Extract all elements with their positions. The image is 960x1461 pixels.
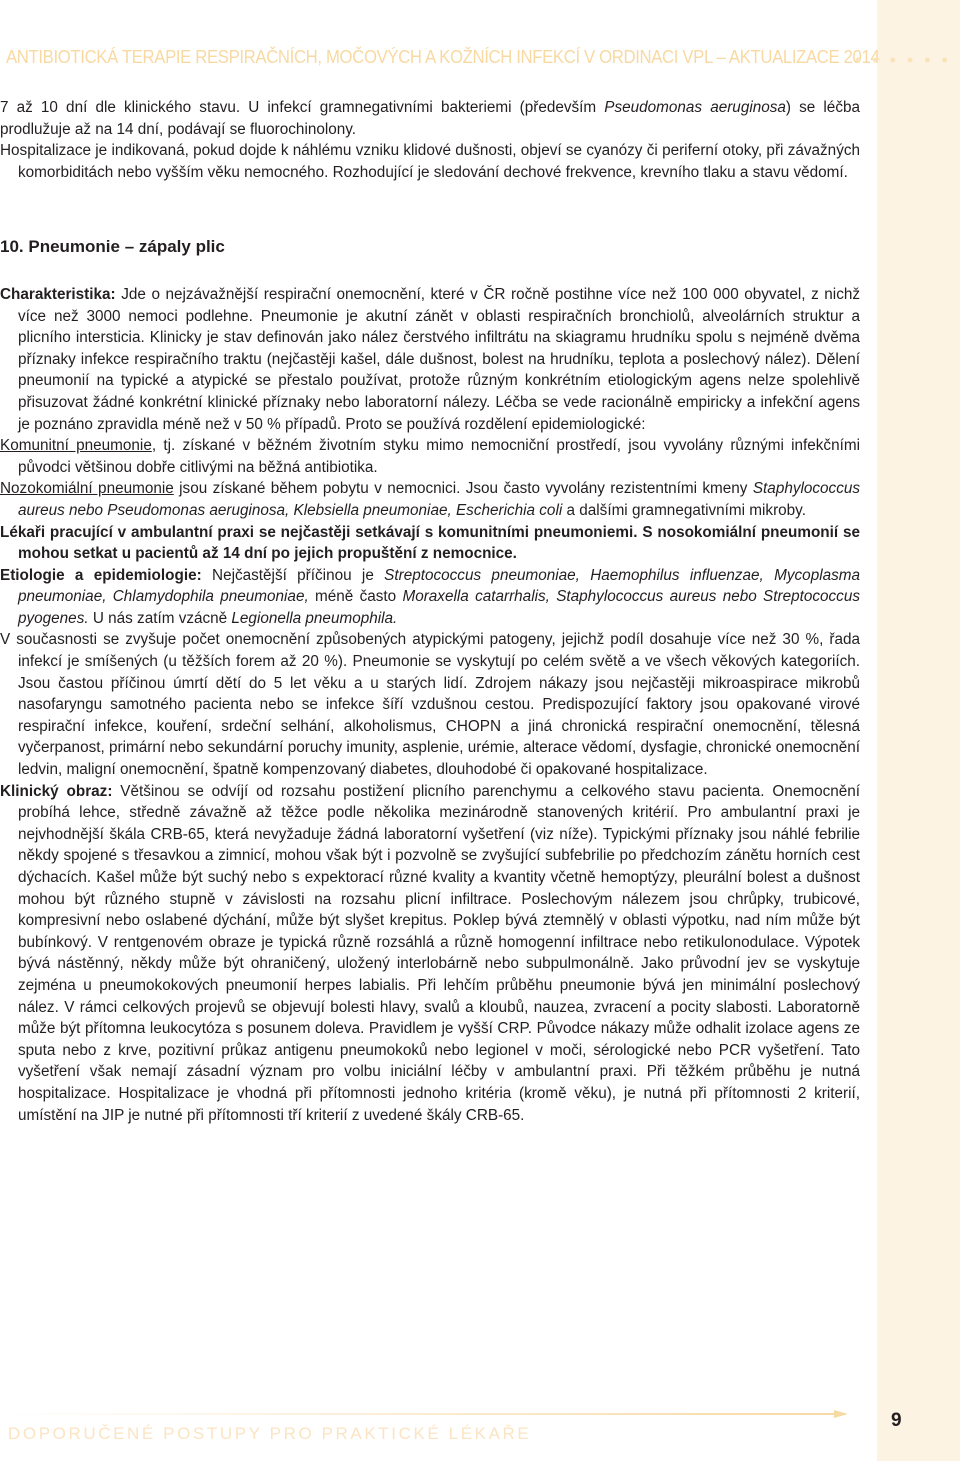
intro-paragraph	[0, 97, 860, 140]
etiology-label: Etiologie a epidemiologie:	[0, 566, 202, 584]
running-header	[0, 44, 880, 74]
section-heading: 10. Pneumonie – zápaly plic	[0, 237, 225, 257]
etiology-pathogens-main: Streptococcus pneumoniae, Haemophilus influenzae, Mycoplasma pneumoniae, Chlamydophila pneumoniae,	[18, 566, 861, 606]
etiology-text: Nejčastější příčinou je	[201, 566, 385, 584]
footer-text: DOPORUČENÉ POSTUPY PRO PRAKTICKÉ LÉKAŘE	[8, 1424, 532, 1443]
characteristics-paragraph	[0, 284, 860, 435]
etiology-pathogens-rare: Legionella pneumophila.	[231, 609, 398, 627]
etiology-text-2: méně často	[308, 588, 403, 606]
nosocomial-pneumonia-paragraph	[0, 478, 860, 521]
etiology-text-3: U nás zatím vzácně	[88, 609, 232, 627]
epidemiology-paragraph: V současnosti se zvyšuje počet onemocnění způsobených atypickými patogeny, jejichž podíl dosahuje více než 30 %, řada infekcí je smíšených (u těžších forem až 20 %). Pneumonie se vyskytují po celém světě a ve všech věkových kategoriích. Jsou častou příčinou úmrtí dětí do 5 let věku a u starých lidí. Zdrojem nákazy jsou nejčastěji mikroaspirace mikrobů nasofaryngu samotného pacienta nebo se infekce šíří vzdušnou cestou. Predispozující faktory jsou opakované virové respirační infekce, kouření, srdeční selhání, alkoholismus, CHOPN a jiná chronická respirační onemocnění, tělesná vyčerpanost, primární nebo sekundární poruchy imunity, asplenie, urémie, alterace vědomí, dysfagie, chronické onemocnění ledvin, maligní onemocnění, špatně kompenzovaný diabetes, dlouhodobé či opakované hospitalizace.	[0, 631, 860, 779]
community-pneumonia-text: , tj. získané v běžném životním styku mimo nemocniční prostředí, jsou vyvolány různými infekčními původci většinou dobře citlivými na běžná antibiotika.	[18, 437, 860, 476]
community-pneumonia-label: Komunitní pneumonie	[0, 437, 152, 455]
header-title: ANTIBIOTICKÁ TERAPIE RESPIRAČNÍCH, MOČOVÝCH A KOŽNÍCH INFEKCÍ V ORDINACI VPL – AKTUALIZACE 2014	[6, 46, 880, 67]
footer-arrow-line	[8, 1410, 848, 1418]
header-dots: • • • • • •	[855, 50, 951, 70]
clinical-picture-label: Klinický obraz:	[0, 782, 113, 800]
page-body	[0, 97, 860, 1126]
intro-text-end: ) se léčba prodlužuje až na 14 dní, podávají se fluorochinolony.	[0, 99, 860, 138]
characteristics-label: Charakteristika:	[0, 285, 116, 303]
etiology-pathogens-less: Moraxella catarrhalis, Staphylococcus aureus nebo Streptococcus pyogenes.	[18, 588, 860, 627]
intro-italic: Pseudomonas aeruginosa	[604, 99, 786, 116]
characteristics-text: Jde o nejzávažnější respirační onemocnění, které v ČR ročně postihne více než 100 000 obyvatel, z nichž více než 3000 nemoci podlehne. Pneumonie je akutní zánět v oblasti respiračních bronchiolů, alveolárních struktur a plicního intersticia. Klinicky je stav definován jako nález čerstvého infiltrátu na skiagramu hrudníku spolu s nejméně dvěma příznaky infekce respiračního traktu (nejčastěji kašel, dále dušnost, bolest na hrudníku, teplota a poslechový nález). Dělení pneumonií na typické a atypické se přestalo používat, protože různým konkrétním etiologickým agens nelze spolehlivě přisuzovat žádné konkrétní klinické příznaky nebo laboratorní nálezy. Léčba se vede racionálně empiricky a infekční agens je poznáno zpravidla méně než v 50 % případů. Proto se používá rozdělení epidemiologické:	[18, 285, 860, 433]
outpatient-note: Lékaři pracující v ambulantní praxi se nejčastěji setkávají s komunitními pneumoniemi. S nosokomiální pneumonií se mohou setkat u pacientů až 14 dní po jejich propuštění z nemocnice.	[0, 523, 860, 563]
side-accent-bar	[877, 0, 960, 1461]
nosocomial-pneumonia-label: Nozokomiální pneumonie	[0, 480, 174, 498]
nosocomial-pathogens: Staphylococcus aureus nebo Pseudomonas aeruginosa, Klebsiella pneumoniae, Escherichia coli	[18, 480, 860, 519]
intro-text: 7 až 10 dní dle klinického stavu. U infekcí gramnegativními bakteriemi (především	[0, 99, 605, 116]
etiology-paragraph	[0, 565, 860, 630]
hospitalization-paragraph: Hospitalizace je indikovaná, pokud dojde k náhlému vzniku klidové dušnosti, objeví se cyanózy či periferní otoky, při závažných komorbiditách nebo vyšším věku nemocného. Rozhodující je sledování dechové frekvence, krevního tlaku a stavu vědomí.	[0, 142, 860, 181]
clinical-picture-paragraph	[0, 781, 860, 1127]
community-pneumonia-paragraph	[0, 435, 860, 478]
nosocomial-pneumonia-end: a dalšími gramnegativními mikroby.	[562, 501, 806, 519]
clinical-picture-text: Většinou se odvíjí od rozsahu postižení plicního parenchymu a celkového stavu pacienta. Onemocnění probíhá lehce, středně závažně až těžce podle několika mezinárodně stanovených kritérií. Pro ambulantní praxi je nejvhodnější škála CRB-65, která nevyžaduje žádná laboratorní vyšetření (viz níže). Typickými příznaky jsou náhlé febrilie někdy spojené s třesavkou a zimnicí, mohou však být i pozvolně se zvyšující subfebrilie po předchozím zánětu horních cest dýchacích. Kašel může být suchý nebo s expektorací různé kvality a kvantity včetně hemoptýzy, pleurální bolest a dušnost mohou být různého stupně v závislosti na rozsahu plicní infiltrace. Poslechovým nálezem jsou chrůpky, trubicové, kompresivní nebo oslabené dýchání, může být slyšet krepitus. Poklep bývá ztemnělý v oblasti výpotku, nad ním může být bubínkový. V rentgenovém obraze je typická různě rozsáhlá a různě homogenní infiltrace nebo retikulonodulace. Výpotek bývá nástěnný, někdy může být ohraničený, uložený interlobárně nebo subpulmonálně. Jako průvodní jev se vyskytuje zejména u pneumokokových pneumonií herpes labialis. Při lehčím průběhu pneumonie bývá jen minimální poslechový nález. V rámci celkových projevů se objevují bolesti hlavy, svalů a kloubů, nauzea, zvracení a pocity slabosti. Laboratorně může být přítomna leukocytóza s posunem doleva. Pravidlem je vyšší CRP. Původce nákazy může odhalit izolace agens ze sputa nebo z krve, pozitivní průkaz antigenu pneumokoků nebo legionel v moči, sérologické nebo PCR vyšetření. Tato vyšetření však nemají zásadní význam pro volbu iniciální léčby v ambulantní praxi. Při těžkém průběhu je nutná hospitalizace. Hospitalizace je vhodná při přítomnosti jednoho kritéria (kromě věku), je nutná při přítomnosti 2 kriterií, umístění na JIP je nutné při přítomnosti tří kriterií z uvedené škály CRB-65.	[18, 782, 860, 1124]
page-number: 9	[891, 1410, 902, 1431]
nosocomial-pneumonia-text: jsou získané během pobytu v nemocnici. Jsou často vyvolány rezistentními kmeny	[173, 480, 753, 498]
